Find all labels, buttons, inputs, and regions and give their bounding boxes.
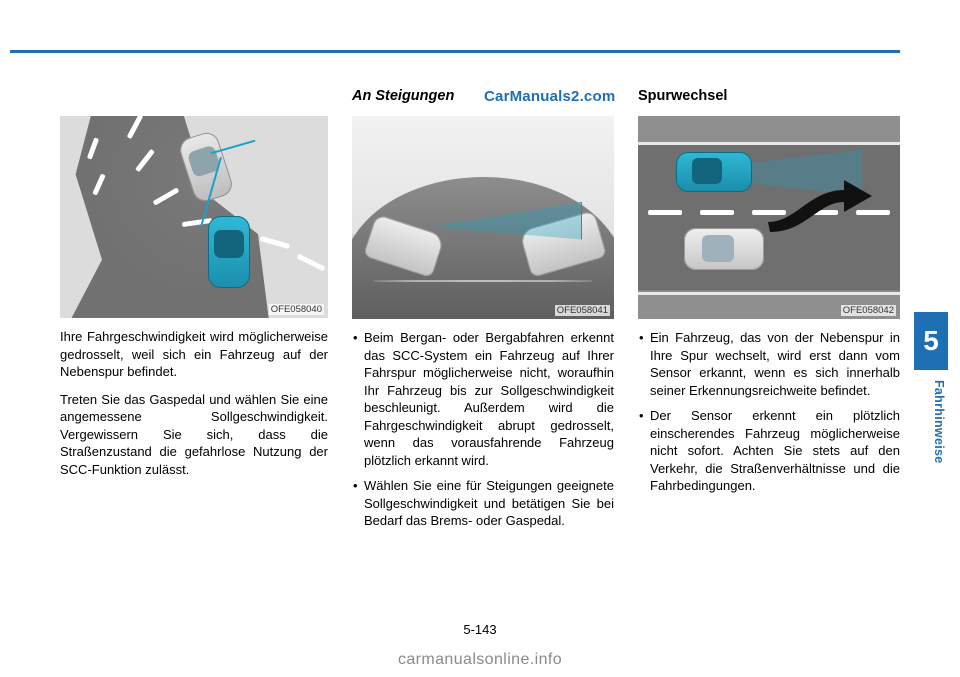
list-item: • Der Sensor erkennt ein plötzlich einscherendes Fahrzeug möglicherweise nicht sofort. Achten Sie stets auf den Verkehr, die Straßenverhältnisse und die Fahrbedingungen. <box>638 407 900 495</box>
figure-code: OFE058040 <box>270 304 322 315</box>
footer-watermark: carmanualsonline.info <box>397 651 563 668</box>
chapter-tab-number: 5 <box>914 312 948 370</box>
column-middle <box>352 88 614 530</box>
bullet-list-middle <box>352 329 614 530</box>
figure-hill <box>352 116 614 319</box>
figure-curve-lane <box>60 116 328 318</box>
figure-code: OFE058042 <box>842 305 894 316</box>
header-rule <box>10 50 900 53</box>
column-left-heading <box>60 88 328 106</box>
list-item: • Wählen Sie eine für Steigungen geeignete Sollgeschwindigkeit und betätigen Sie bei Bedarf das Brems- oder Gaspedal. <box>352 477 614 530</box>
figure-code: OFE058041 <box>556 305 608 316</box>
section-heading-spurwechsel: Spurwechsel <box>638 88 728 104</box>
list-item: • Ein Fahrzeug, das von der Nebenspur in Ihre Spur wechselt, wird erst dann vom Sensor erkannt, wenn es sich innerhalb seiner Erkennungsreichweite befindet. <box>638 329 900 399</box>
paragraph: Treten Sie das Gaspedal und wählen Sie eine angemessene Sollgeschwindigkeit. Vergewissern Sie sich, dass die Straßenzustand die gefahrlose Nutzung der SCC-Funktion zulässt. <box>60 391 328 477</box>
column-left <box>60 88 328 478</box>
lane-change-arrow <box>766 178 876 236</box>
vehicle-host <box>208 216 250 288</box>
vehicle-host <box>676 152 752 192</box>
list-item: • Beim Bergan- oder Bergabfahren erkennt das SCC-System ein Fahrzeug auf Ihrer Fahrspur möglicherweise nicht, woraufhin Ihr Fahrzeug bis zur Sollgeschwindigkeit beschleunigt. Außerdem wird die Fahrgeschwindigkeit abrupt gedrosselt, wenn das vorausfahrende Fahrzeug plötzlich erkannt wird. <box>352 329 614 469</box>
figure-lane-change <box>638 116 900 319</box>
page-number: 5-143 <box>463 622 497 637</box>
paragraph: Ihre Fahrgeschwindigkeit wird möglicherweise gedrosselt, weil sich ein Fahrzeug auf der Nebenspur befindet. <box>60 329 328 379</box>
vehicle-cut-in <box>684 228 764 270</box>
column-right <box>638 88 900 495</box>
section-heading-an-steigungen: An Steigungen <box>352 88 455 104</box>
bullet-list-right <box>638 329 900 495</box>
chapter-tab-label: Fahrhinweise <box>932 380 946 464</box>
watermark-top: CarManuals2.com <box>484 88 616 105</box>
